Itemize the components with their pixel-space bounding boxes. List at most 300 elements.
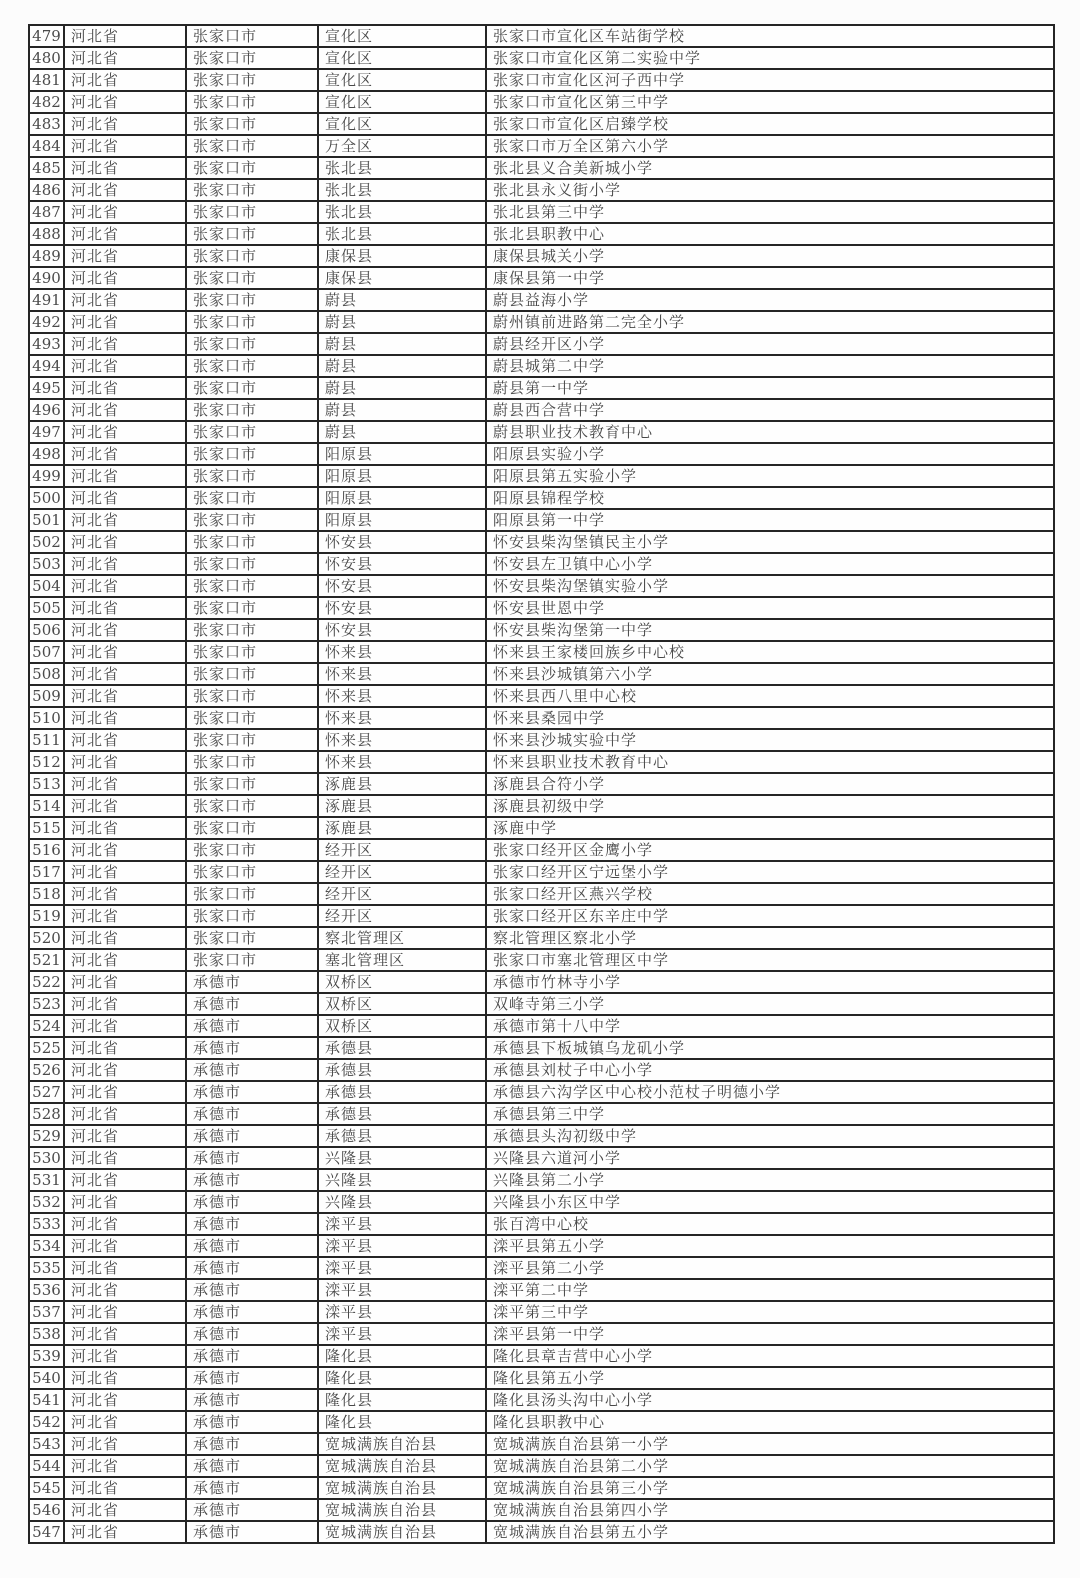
cell-province: 河北省	[64, 157, 186, 179]
cell-province: 河北省	[64, 619, 186, 641]
cell-no: 515	[29, 817, 64, 839]
cell-province: 河北省	[64, 1499, 186, 1521]
cell-school: 宽城满族自治县第二小学	[486, 1455, 1054, 1477]
cell-school: 滦平第二中学	[486, 1279, 1054, 1301]
cell-school: 滦平县第二小学	[486, 1257, 1054, 1279]
cell-county: 双桥区	[318, 1015, 486, 1037]
table-row	[29, 1389, 1054, 1411]
cell-county: 塞北管理区	[318, 949, 486, 971]
cell-school: 张家口经开区宁远堡小学	[486, 861, 1054, 883]
cell-province: 河北省	[64, 311, 186, 333]
table-row	[29, 1521, 1054, 1543]
cell-province: 河北省	[64, 355, 186, 377]
cell-city: 承德市	[186, 1279, 318, 1301]
table-row	[29, 1169, 1054, 1191]
table-row	[29, 1279, 1054, 1301]
cell-province: 河北省	[64, 465, 186, 487]
cell-school: 阳原县第五实验小学	[486, 465, 1054, 487]
cell-school: 怀安县左卫镇中心小学	[486, 553, 1054, 575]
cell-county: 滦平县	[318, 1301, 486, 1323]
cell-county: 滦平县	[318, 1257, 486, 1279]
table-row	[29, 267, 1054, 289]
cell-county: 滦平县	[318, 1213, 486, 1235]
cell-school: 隆化县第五小学	[486, 1367, 1054, 1389]
cell-school: 宽城满族自治县第五小学	[486, 1521, 1054, 1543]
cell-province: 河北省	[64, 1367, 186, 1389]
cell-city: 承德市	[186, 1235, 318, 1257]
cell-city: 张家口市	[186, 707, 318, 729]
cell-school: 怀来县桑园中学	[486, 707, 1054, 729]
cell-no: 486	[29, 179, 64, 201]
cell-county: 涿鹿县	[318, 773, 486, 795]
cell-county: 怀安县	[318, 619, 486, 641]
cell-no: 542	[29, 1411, 64, 1433]
cell-school: 承德市竹林寺小学	[486, 971, 1054, 993]
cell-county: 宽城满族自治县	[318, 1433, 486, 1455]
cell-no: 512	[29, 751, 64, 773]
cell-city: 张家口市	[186, 267, 318, 289]
cell-province: 河北省	[64, 377, 186, 399]
cell-province: 河北省	[64, 1279, 186, 1301]
table-row	[29, 47, 1054, 69]
cell-county: 怀来县	[318, 641, 486, 663]
cell-city: 张家口市	[186, 245, 318, 267]
cell-province: 河北省	[64, 1521, 186, 1543]
cell-no: 529	[29, 1125, 64, 1147]
cell-county: 蔚县	[318, 355, 486, 377]
cell-school: 承德县第三中学	[486, 1103, 1054, 1125]
cell-county: 张北县	[318, 201, 486, 223]
table-row	[29, 949, 1054, 971]
cell-no: 492	[29, 311, 64, 333]
cell-city: 张家口市	[186, 47, 318, 69]
cell-city: 张家口市	[186, 597, 318, 619]
cell-city: 承德市	[186, 1433, 318, 1455]
cell-province: 河北省	[64, 949, 186, 971]
table-row	[29, 1059, 1054, 1081]
cell-county: 怀安县	[318, 597, 486, 619]
cell-no: 540	[29, 1367, 64, 1389]
cell-county: 经开区	[318, 883, 486, 905]
cell-no: 504	[29, 575, 64, 597]
cell-county: 承德县	[318, 1059, 486, 1081]
cell-county: 察北管理区	[318, 927, 486, 949]
cell-county: 涿鹿县	[318, 817, 486, 839]
cell-school: 阳原县第一中学	[486, 509, 1054, 531]
table-row	[29, 1477, 1054, 1499]
table-row	[29, 993, 1054, 1015]
cell-county: 隆化县	[318, 1389, 486, 1411]
cell-school: 隆化县章吉营中心小学	[486, 1345, 1054, 1367]
cell-no: 532	[29, 1191, 64, 1213]
cell-county: 滦平县	[318, 1279, 486, 1301]
cell-county: 怀来县	[318, 707, 486, 729]
cell-county: 阳原县	[318, 487, 486, 509]
cell-no: 518	[29, 883, 64, 905]
cell-county: 怀来县	[318, 663, 486, 685]
cell-school: 蔚县经开区小学	[486, 333, 1054, 355]
cell-no: 516	[29, 839, 64, 861]
cell-city: 承德市	[186, 1015, 318, 1037]
cell-province: 河北省	[64, 795, 186, 817]
cell-school: 承德县六沟学区中心校小范杖子明德小学	[486, 1081, 1054, 1103]
table-row	[29, 201, 1054, 223]
cell-city: 承德市	[186, 993, 318, 1015]
cell-no: 493	[29, 333, 64, 355]
cell-county: 承德县	[318, 1037, 486, 1059]
cell-school: 滦平县第一中学	[486, 1323, 1054, 1345]
cell-city: 承德市	[186, 971, 318, 993]
cell-county: 隆化县	[318, 1367, 486, 1389]
cell-city: 张家口市	[186, 729, 318, 751]
cell-county: 承德县	[318, 1125, 486, 1147]
cell-province: 河北省	[64, 91, 186, 113]
cell-school: 隆化县职教中心	[486, 1411, 1054, 1433]
cell-no: 546	[29, 1499, 64, 1521]
cell-city: 承德市	[186, 1455, 318, 1477]
cell-county: 兴隆县	[318, 1191, 486, 1213]
table-row	[29, 509, 1054, 531]
cell-county: 宣化区	[318, 25, 486, 47]
cell-county: 怀安县	[318, 531, 486, 553]
table-row	[29, 25, 1054, 47]
table-row	[29, 773, 1054, 795]
cell-no: 541	[29, 1389, 64, 1411]
table-row	[29, 1323, 1054, 1345]
cell-province: 河北省	[64, 1235, 186, 1257]
cell-county: 宣化区	[318, 47, 486, 69]
cell-city: 承德市	[186, 1367, 318, 1389]
table-row	[29, 531, 1054, 553]
cell-province: 河北省	[64, 751, 186, 773]
cell-school: 滦平第三中学	[486, 1301, 1054, 1323]
cell-county: 蔚县	[318, 289, 486, 311]
table-row	[29, 905, 1054, 927]
cell-province: 河北省	[64, 883, 186, 905]
cell-city: 张家口市	[186, 817, 318, 839]
cell-county: 阳原县	[318, 465, 486, 487]
cell-no: 537	[29, 1301, 64, 1323]
cell-city: 张家口市	[186, 421, 318, 443]
cell-school: 宽城满族自治县第三小学	[486, 1477, 1054, 1499]
cell-no: 488	[29, 223, 64, 245]
cell-school: 怀安县柴沟堡第一中学	[486, 619, 1054, 641]
cell-city: 张家口市	[186, 861, 318, 883]
cell-city: 张家口市	[186, 135, 318, 157]
cell-no: 479	[29, 25, 64, 47]
table-row	[29, 707, 1054, 729]
cell-county: 蔚县	[318, 399, 486, 421]
cell-school: 怀来县西八里中心校	[486, 685, 1054, 707]
cell-city: 张家口市	[186, 619, 318, 641]
table-row	[29, 1081, 1054, 1103]
cell-no: 530	[29, 1147, 64, 1169]
table-row	[29, 817, 1054, 839]
cell-city: 张家口市	[186, 509, 318, 531]
cell-no: 508	[29, 663, 64, 685]
cell-city: 张家口市	[186, 91, 318, 113]
cell-school: 隆化县汤头沟中心小学	[486, 1389, 1054, 1411]
cell-province: 河北省	[64, 509, 186, 531]
cell-province: 河北省	[64, 267, 186, 289]
cell-county: 滦平县	[318, 1235, 486, 1257]
cell-city: 承德市	[186, 1499, 318, 1521]
cell-county: 双桥区	[318, 971, 486, 993]
cell-city: 承德市	[186, 1411, 318, 1433]
cell-city: 张家口市	[186, 531, 318, 553]
cell-no: 547	[29, 1521, 64, 1543]
cell-school: 蔚县西合营中学	[486, 399, 1054, 421]
table-row	[29, 91, 1054, 113]
cell-county: 隆化县	[318, 1345, 486, 1367]
cell-province: 河北省	[64, 1455, 186, 1477]
cell-no: 481	[29, 69, 64, 91]
cell-school: 滦平县第五小学	[486, 1235, 1054, 1257]
cell-city: 张家口市	[186, 377, 318, 399]
cell-county: 蔚县	[318, 333, 486, 355]
table-row	[29, 421, 1054, 443]
cell-province: 河北省	[64, 597, 186, 619]
cell-province: 河北省	[64, 993, 186, 1015]
cell-province: 河北省	[64, 707, 186, 729]
cell-no: 503	[29, 553, 64, 575]
cell-county: 兴隆县	[318, 1147, 486, 1169]
cell-county: 滦平县	[318, 1323, 486, 1345]
cell-no: 511	[29, 729, 64, 751]
cell-city: 承德市	[186, 1301, 318, 1323]
cell-school: 涿鹿中学	[486, 817, 1054, 839]
cell-city: 张家口市	[186, 399, 318, 421]
cell-no: 487	[29, 201, 64, 223]
table-row	[29, 1455, 1054, 1477]
cell-city: 张家口市	[186, 69, 318, 91]
table-row	[29, 1213, 1054, 1235]
cell-no: 494	[29, 355, 64, 377]
cell-province: 河北省	[64, 289, 186, 311]
cell-school: 张家口经开区金鹰小学	[486, 839, 1054, 861]
table-row	[29, 641, 1054, 663]
cell-province: 河北省	[64, 245, 186, 267]
cell-county: 承德县	[318, 1103, 486, 1125]
cell-no: 522	[29, 971, 64, 993]
cell-province: 河北省	[64, 421, 186, 443]
cell-school: 涿鹿县初级中学	[486, 795, 1054, 817]
table-row	[29, 377, 1054, 399]
cell-province: 河北省	[64, 553, 186, 575]
cell-school: 宽城满族自治县第一小学	[486, 1433, 1054, 1455]
table-row	[29, 69, 1054, 91]
cell-school: 蔚县第一中学	[486, 377, 1054, 399]
cell-county: 宽城满族自治县	[318, 1477, 486, 1499]
table-row	[29, 971, 1054, 993]
table-row	[29, 1103, 1054, 1125]
cell-city: 张家口市	[186, 487, 318, 509]
table-row	[29, 1235, 1054, 1257]
table-row	[29, 399, 1054, 421]
cell-city: 张家口市	[186, 25, 318, 47]
cell-province: 河北省	[64, 817, 186, 839]
cell-city: 承德市	[186, 1037, 318, 1059]
cell-province: 河北省	[64, 47, 186, 69]
cell-school: 怀安县柴沟堡镇民主小学	[486, 531, 1054, 553]
cell-city: 张家口市	[186, 839, 318, 861]
cell-no: 525	[29, 1037, 64, 1059]
cell-county: 经开区	[318, 839, 486, 861]
cell-county: 怀安县	[318, 575, 486, 597]
cell-city: 承德市	[186, 1477, 318, 1499]
table-row	[29, 663, 1054, 685]
cell-city: 承德市	[186, 1081, 318, 1103]
cell-no: 502	[29, 531, 64, 553]
cell-city: 张家口市	[186, 443, 318, 465]
cell-no: 498	[29, 443, 64, 465]
cell-school: 承德县下板城镇乌龙矶小学	[486, 1037, 1054, 1059]
cell-province: 河北省	[64, 1015, 186, 1037]
cell-no: 536	[29, 1279, 64, 1301]
cell-province: 河北省	[64, 333, 186, 355]
cell-county: 阳原县	[318, 443, 486, 465]
cell-city: 张家口市	[186, 641, 318, 663]
cell-county: 宣化区	[318, 69, 486, 91]
cell-no: 485	[29, 157, 64, 179]
cell-no: 491	[29, 289, 64, 311]
cell-city: 张家口市	[186, 751, 318, 773]
cell-no: 497	[29, 421, 64, 443]
cell-city: 张家口市	[186, 773, 318, 795]
school-table-body	[29, 25, 1054, 1543]
table-row	[29, 223, 1054, 245]
cell-province: 河北省	[64, 839, 186, 861]
cell-county: 怀来县	[318, 685, 486, 707]
cell-no: 538	[29, 1323, 64, 1345]
table-row	[29, 751, 1054, 773]
cell-school: 察北管理区察北小学	[486, 927, 1054, 949]
cell-province: 河北省	[64, 575, 186, 597]
cell-county: 怀安县	[318, 553, 486, 575]
cell-no: 521	[29, 949, 64, 971]
cell-county: 经开区	[318, 905, 486, 927]
cell-school: 怀安县世恩中学	[486, 597, 1054, 619]
cell-province: 河北省	[64, 1257, 186, 1279]
table-row	[29, 685, 1054, 707]
cell-no: 500	[29, 487, 64, 509]
cell-city: 张家口市	[186, 553, 318, 575]
cell-no: 523	[29, 993, 64, 1015]
cell-city: 张家口市	[186, 157, 318, 179]
school-list-table	[28, 24, 1055, 1544]
cell-province: 河北省	[64, 1411, 186, 1433]
cell-province: 河北省	[64, 1169, 186, 1191]
cell-no: 496	[29, 399, 64, 421]
cell-county: 康保县	[318, 267, 486, 289]
table-row	[29, 135, 1054, 157]
cell-no: 495	[29, 377, 64, 399]
table-row	[29, 333, 1054, 355]
cell-city: 张家口市	[186, 311, 318, 333]
table-row	[29, 289, 1054, 311]
cell-county: 双桥区	[318, 993, 486, 1015]
cell-province: 河北省	[64, 223, 186, 245]
cell-province: 河北省	[64, 905, 186, 927]
table-row	[29, 1411, 1054, 1433]
cell-province: 河北省	[64, 487, 186, 509]
table-row	[29, 179, 1054, 201]
cell-school: 兴隆县小东区中学	[486, 1191, 1054, 1213]
cell-county: 张北县	[318, 179, 486, 201]
table-row	[29, 1433, 1054, 1455]
cell-county: 承德县	[318, 1081, 486, 1103]
cell-city: 承德市	[186, 1103, 318, 1125]
cell-county: 经开区	[318, 861, 486, 883]
cell-school: 张家口经开区东辛庄中学	[486, 905, 1054, 927]
cell-county: 万全区	[318, 135, 486, 157]
cell-province: 河北省	[64, 971, 186, 993]
cell-no: 520	[29, 927, 64, 949]
cell-school: 康保县城关小学	[486, 245, 1054, 267]
cell-school: 张家口市宣化区河子西中学	[486, 69, 1054, 91]
cell-province: 河北省	[64, 1037, 186, 1059]
cell-no: 506	[29, 619, 64, 641]
cell-province: 河北省	[64, 531, 186, 553]
cell-county: 兴隆县	[318, 1169, 486, 1191]
table-row	[29, 355, 1054, 377]
cell-no: 507	[29, 641, 64, 663]
cell-no: 517	[29, 861, 64, 883]
cell-province: 河北省	[64, 1345, 186, 1367]
cell-county: 蔚县	[318, 377, 486, 399]
cell-no: 544	[29, 1455, 64, 1477]
cell-province: 河北省	[64, 399, 186, 421]
cell-school: 涿鹿县合符小学	[486, 773, 1054, 795]
cell-school: 蔚县益海小学	[486, 289, 1054, 311]
cell-school: 张北县永义街小学	[486, 179, 1054, 201]
cell-school: 张家口市宣化区第二实验中学	[486, 47, 1054, 69]
cell-county: 张北县	[318, 157, 486, 179]
cell-school: 蔚县职业技术教育中心	[486, 421, 1054, 443]
cell-no: 505	[29, 597, 64, 619]
table-row	[29, 245, 1054, 267]
cell-county: 怀来县	[318, 729, 486, 751]
cell-school: 张百湾中心校	[486, 1213, 1054, 1235]
cell-city: 张家口市	[186, 289, 318, 311]
cell-province: 河北省	[64, 1477, 186, 1499]
cell-city: 张家口市	[186, 685, 318, 707]
table-row	[29, 113, 1054, 135]
table-row	[29, 1301, 1054, 1323]
cell-city: 张家口市	[186, 949, 318, 971]
cell-city: 承德市	[186, 1169, 318, 1191]
table-row	[29, 861, 1054, 883]
cell-no: 535	[29, 1257, 64, 1279]
cell-school: 双峰寺第三小学	[486, 993, 1054, 1015]
cell-city: 张家口市	[186, 927, 318, 949]
cell-province: 河北省	[64, 1125, 186, 1147]
cell-city: 承德市	[186, 1059, 318, 1081]
cell-city: 承德市	[186, 1323, 318, 1345]
cell-no: 499	[29, 465, 64, 487]
cell-no: 513	[29, 773, 64, 795]
cell-county: 隆化县	[318, 1411, 486, 1433]
cell-province: 河北省	[64, 685, 186, 707]
cell-city: 张家口市	[186, 905, 318, 927]
cell-province: 河北省	[64, 641, 186, 663]
cell-city: 张家口市	[186, 333, 318, 355]
cell-province: 河北省	[64, 663, 186, 685]
cell-county: 康保县	[318, 245, 486, 267]
cell-school: 张家口市宣化区启臻学校	[486, 113, 1054, 135]
cell-city: 张家口市	[186, 663, 318, 685]
cell-school: 张家口市万全区第六小学	[486, 135, 1054, 157]
